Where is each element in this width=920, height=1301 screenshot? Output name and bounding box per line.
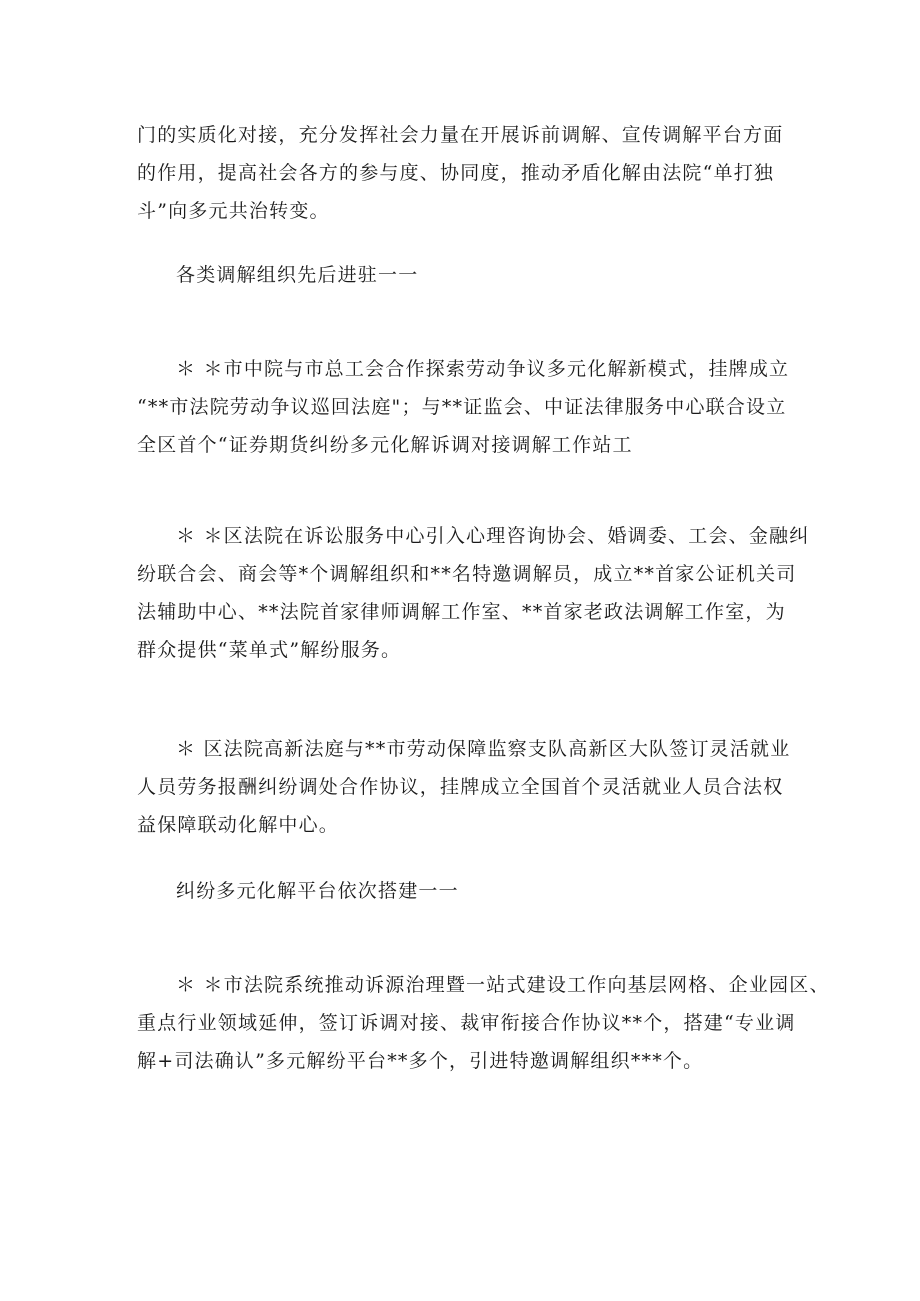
text-line: ＊ 区法院高新法庭与**市劳动保障监察支队高新区大队签订灵活就业	[176, 738, 791, 760]
text-line: 全区首个“证券期货纠纷多元化解诉调对接调解工作站工	[137, 434, 633, 456]
item-paragraph-4	[137, 966, 830, 1080]
text-line: 纷联合会、商会等*个调解组织和**名特邀调解员，成立**首家公证机关司	[137, 563, 797, 585]
intro-paragraph	[137, 116, 797, 230]
item-paragraph-3	[137, 730, 797, 844]
text-line: ＊ ＊市法院系统推动诉源治理暨一站式建设工作向基层网格、企业园区、	[176, 974, 830, 996]
text-line: 法辅助中心、**法院首家律师调解工作室、**首家老政法调解工作室，为	[137, 601, 786, 623]
text-line: 益保障联动化解中心。	[137, 814, 340, 836]
text-line: 群众提供“菜单式”解纷服务。	[137, 639, 402, 661]
item-paragraph-1	[137, 350, 797, 464]
text-line: 的作用，提高社会各方的参与度、协同度，推动矛盾化解由法院“单打独	[137, 162, 775, 184]
text-line: ＊ ＊区法院在诉讼服务中心引入心理咨询协会、婚调委、工会、金融纠	[176, 525, 810, 547]
section-heading-mediation-organizations: 各类调解组织先后进驻一一	[176, 264, 419, 286]
text-line: “**市法院劳动争议巡回法庭"；与**证监会、中证法律服务中心联合设立	[137, 396, 787, 418]
text-line: 重点行业领域延伸，签订诉调对接、裁审衔接合作协议**个，搭建“专业调	[137, 1012, 796, 1034]
text-line: 人员劳务报酬纠纷调处合作协议，挂牌成立全国首个灵活就业人员合法权	[137, 776, 784, 798]
text-line: 斗”向多元共治转变。	[137, 200, 330, 222]
item-paragraph-2	[137, 517, 810, 669]
text-line: 解+司法确认”多元解纷平台**多个，引进特邀调解组织***个。	[137, 1050, 704, 1072]
text-line: 门的实质化对接，充分发挥社会力量在开展诉前调解、宣传调解平台方面	[137, 124, 784, 146]
section-heading-dispute-platforms: 纠纷多元化解平台依次搭建一一	[176, 880, 459, 902]
text-line: ＊ ＊市中院与市总工会合作探索劳动争议多元化解新模式，挂牌成立	[176, 358, 790, 380]
